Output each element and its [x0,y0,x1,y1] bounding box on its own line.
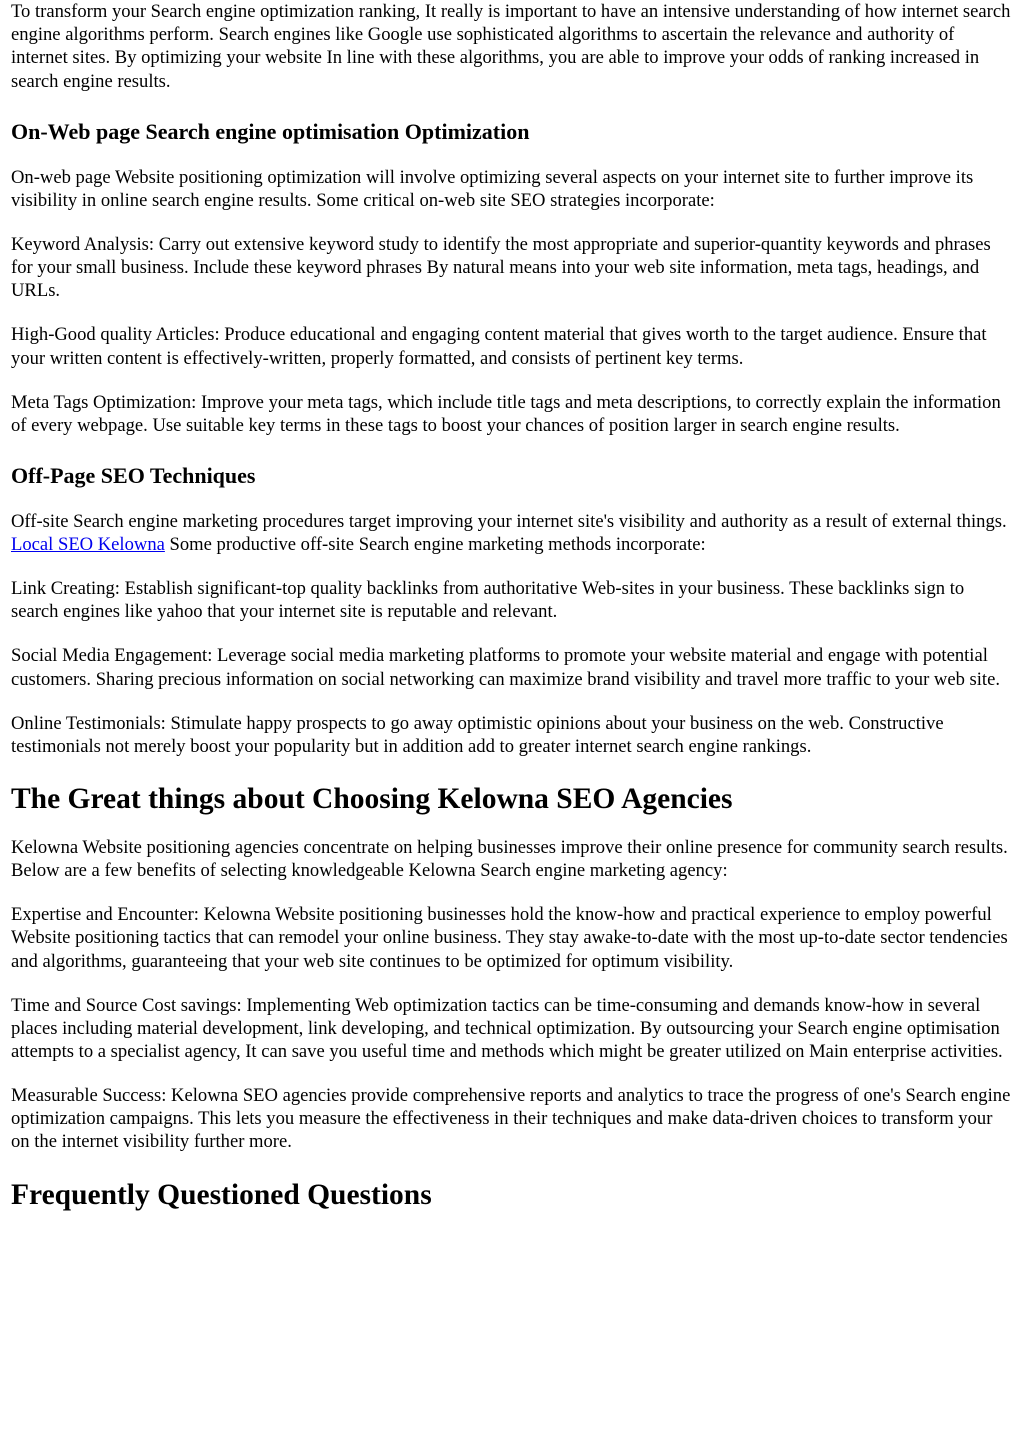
offpage-online-testimonials-paragraph: Online Testimonials: Stimulate happy prospects to go away optimistic opinions about your business on the web. Constructive testimonials not merely boost your popularity but in addition add to greater internet search engine rankings. [11,712,944,757]
local-seo-kelowna-link[interactable]: Local SEO Kelowna [11,534,165,556]
onpage-meta-tags-paragraph: Meta Tags Optimization: Improve your meta tags, which include title tags and meta descriptions, to correctly explain the information of every webpage. Use suitable key terms in these tags to boost your chances of position larger in search engine results. [11,391,1001,436]
onpage-intro-paragraph: On-web page Website positioning optimization will involve optimizing several aspects on your internet site to further improve its visibility in online search engine results. Some critical on-web site SEO strategies incorporate: [11,166,974,212]
offpage-social-media-paragraph: Social Media Engagement: Leverage social media marketing platforms to promote your website material and engage with potential customers. Sharing precious information on social networking can maximize brand visibility and travel more traffic to your web site. [11,645,1001,690]
offpage-intro-text-before: Off-site Search engine marketing procedures target improving your internet site's visibility and authority as a result of external things. [11,511,1007,533]
intro-paragraph: To transform your Search engine optimization ranking, It really is important to have an intensive understanding of how internet search engine algorithms perform. Search engines like Google use sophisticated algorithms to ascertain the relevance and authority of internet sites. By optimizing your website In line with these algorithms, you are able to improve your odds of ranking increased in search engine results. [11,1,1011,92]
offpage-intro-paragraph [11,510,1014,556]
offpage-intro-text-after: Some productive off-site Search engine marketing methods incorporate: [164,534,706,556]
benefits-measurable-success-paragraph: Measurable Success: Kelowna SEO agencies provide comprehensive reports and analytics to trace the progress of one's Search engine optimization campaigns. This lets you measure the effectiveness in their techniques and make data-driven choices to transform your on the internet visibility further more. [11,1085,1011,1153]
benefits-time-savings-paragraph: Time and Source Cost savings: Implementing Web optimization tactics can be time-consuming and demands know-how in several places including material development, link developing, and technical optimization. By outsourcing your Search engine optimisation attempts to a specialist agency, It can save you useful time and methods which might be greater utilized on Main enterprise activities. [11,994,1003,1063]
onpage-heading: On-Web page Search engine optimisation Optimization [11,118,530,144]
benefits-heading: The Great things about Choosing Kelowna SEO Agencies [11,783,733,816]
benefits-expertise-paragraph: Expertise and Encounter: Kelowna Website positioning businesses hold the know-how and practical experience to employ powerful Website positioning tactics that can remodel your online business. They stay awake-to-date with the most up-to-date sector tendencies and algorithms, guaranteeing that your web site continues to be optimized for optimum visibility. [11,904,1008,972]
benefits-intro-paragraph: Kelowna Website positioning agencies concentrate on helping businesses improve their online presence for community search results. Below are a few benefits of selecting knowledgeable Kelowna Search engine marketing agency: [11,837,1008,882]
onpage-keyword-analysis-paragraph: Keyword Analysis: Carry out extensive keyword study to identify the most appropriate and superior-quantity keywords and phrases for your small business. Include these keyword phrases By natural means into your web site information, meta tags, headings, and URLs. [11,234,991,302]
faq-heading: Frequently Questioned Questions [11,1178,432,1211]
onpage-quality-articles-paragraph: High-Good quality Articles: Produce educational and engaging content material that gives worth to the target audience. Ensure that your written content is effectively-written, properly formatted, and consists of pertinent key terms. [11,324,987,369]
offpage-heading: Off-Page SEO Techniques [11,463,256,489]
offpage-link-creating-paragraph: Link Creating: Establish significant-top quality backlinks from authoritative Web-sites in your business. These backlinks sign to search engines like yahoo that your internet site is reputable and relevant. [11,578,965,623]
